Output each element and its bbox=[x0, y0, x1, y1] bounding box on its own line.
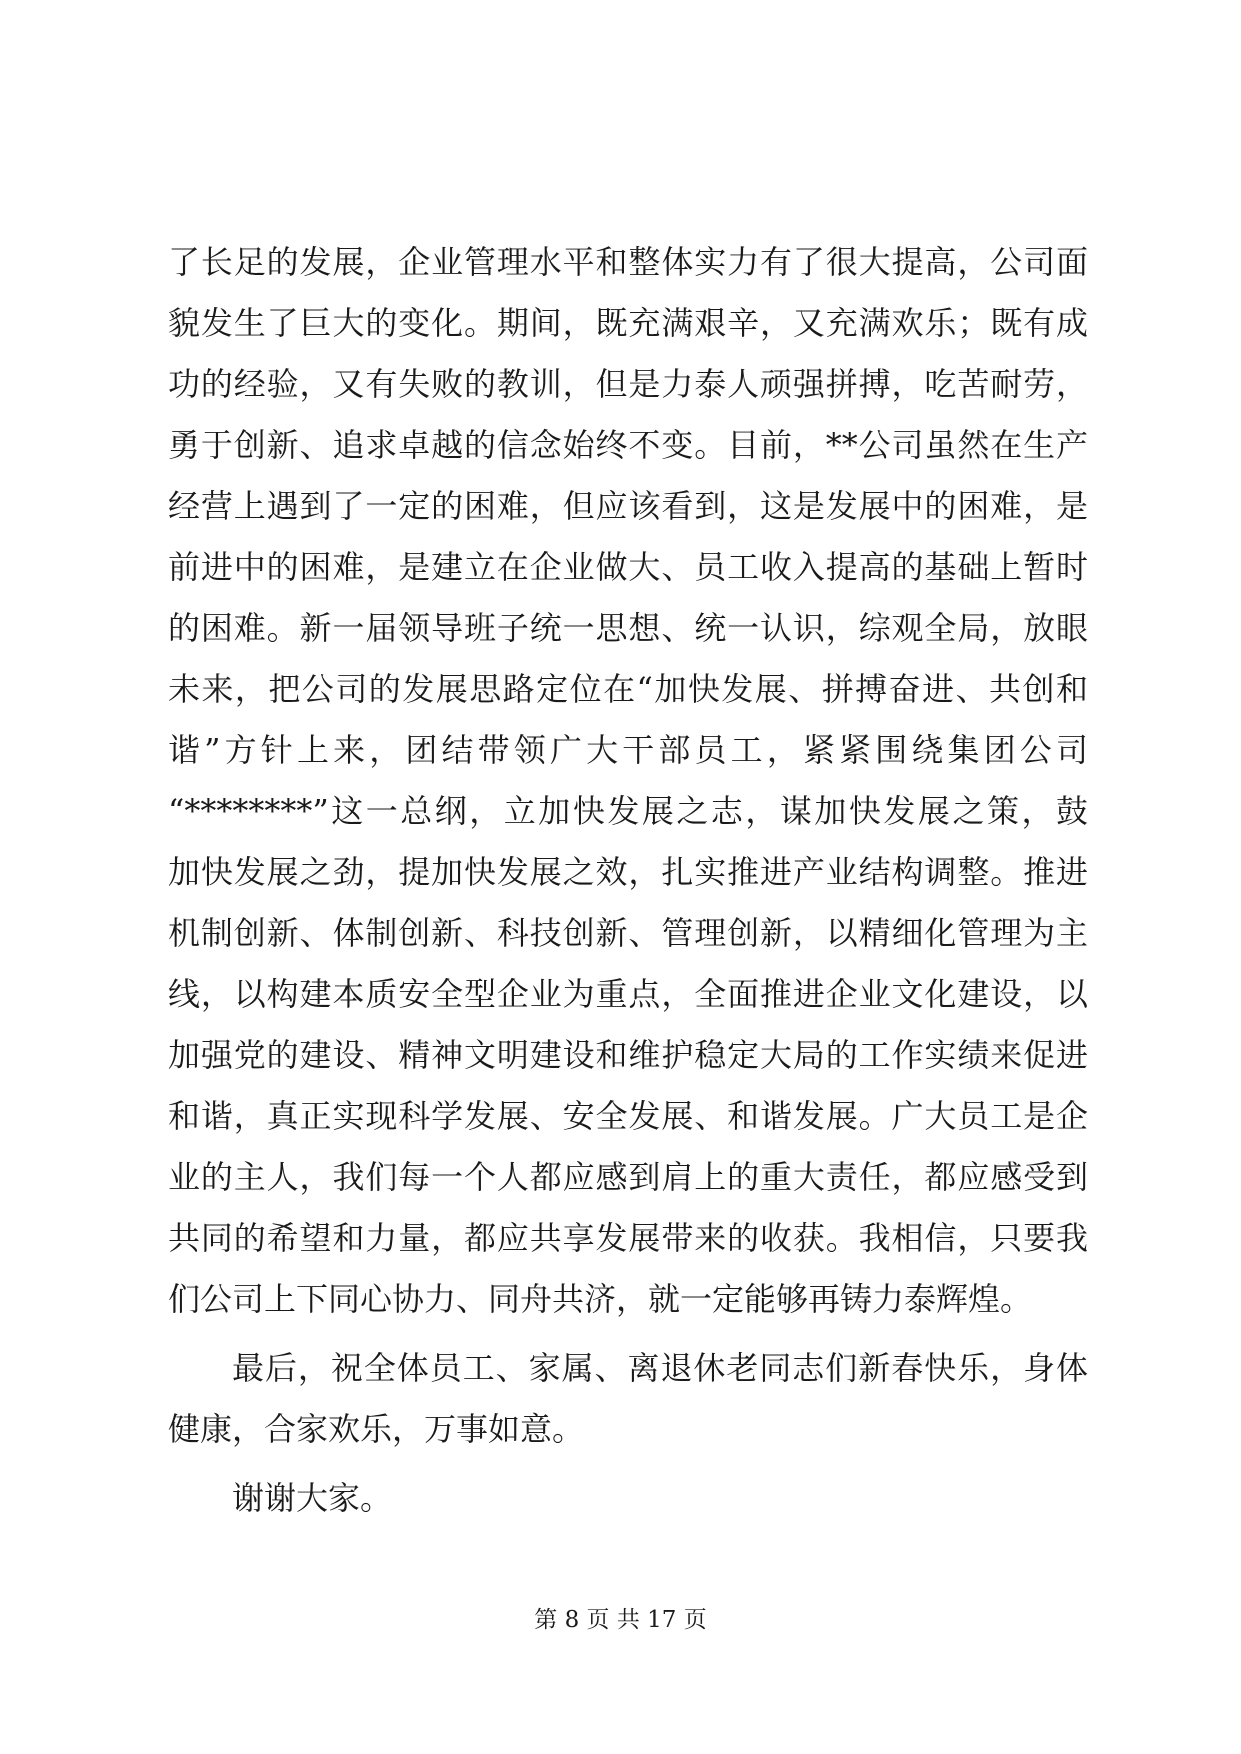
text-line: 貌发生了巨大的变化。期间，既充满艰辛，又充满欢乐；既有成 bbox=[168, 304, 1088, 342]
text-line: 了长足的发展，企业管理水平和整体实力有了很大提高，公司面 bbox=[168, 243, 1088, 281]
text-line: 经营上遇到了一定的困难，但应该看到，这是发展中的困难，是 bbox=[168, 487, 1088, 525]
text-line: 加强党的建设、精神文明建设和维护稳定大局的工作实绩来促进 bbox=[168, 1036, 1088, 1074]
text-line: 加快发展之劲，提加快发展之效，扎实推进产业结构调整。推进 bbox=[168, 853, 1088, 891]
text-line: “********”这一总纲，立加快发展之志，谋加快发展之策，鼓 bbox=[168, 792, 1088, 830]
paragraph-3 bbox=[168, 1468, 1088, 1529]
text-line: 机制创新、体制创新、科技创新、管理创新，以精细化管理为主 bbox=[168, 914, 1088, 952]
text-line: 最后，祝全体员工、家属、离退休老同志们新春快乐，身体 bbox=[232, 1349, 1088, 1387]
paragraph-gap bbox=[168, 1460, 1088, 1468]
text-line: 线，以构建本质安全型企业为重点，全面推进企业文化建设，以 bbox=[168, 975, 1088, 1013]
paragraph-2 bbox=[168, 1338, 1088, 1460]
document-body bbox=[168, 232, 1088, 1529]
text-line: 未来，把公司的发展思路定位在“加快发展、拼搏奋进、共创和 bbox=[168, 670, 1088, 708]
text-line: 谐”方针上来，团结带领广大干部员工，紧紧围绕集团公司 bbox=[168, 731, 1088, 769]
text-line: 和谐，真正实现科学发展、安全发展、和谐发展。广大员工是企 bbox=[168, 1097, 1088, 1135]
text-line: 前进中的困难，是建立在企业做大、员工收入提高的基础上暂时 bbox=[168, 548, 1088, 586]
paragraph-gap bbox=[168, 1330, 1088, 1338]
text-line: 功的经验，又有失败的教训，但是力泰人顽强拼搏，吃苦耐劳， bbox=[168, 365, 1088, 403]
paragraph-1 bbox=[168, 232, 1088, 1330]
page-number-footer: 第 8 页 共 17 页 bbox=[534, 1607, 707, 1633]
text-line: 业的主人，我们每一个人都应感到肩上的重大责任，都应感受到 bbox=[168, 1158, 1088, 1196]
text-line: 们公司上下同心协力、同舟共济，就一定能够再铸力泰辉煌。 bbox=[168, 1280, 1033, 1318]
text-line: 谢谢大家。 bbox=[232, 1479, 393, 1517]
text-line: 的困难。新一届领导班子统一思想、统一认识，综观全局，放眼 bbox=[168, 609, 1088, 647]
text-line: 共同的希望和力量，都应共享发展带来的收获。我相信，只要我 bbox=[168, 1219, 1088, 1257]
text-line: 勇于创新、追求卓越的信念始终不变。目前，**公司虽然在生产 bbox=[168, 426, 1088, 464]
text-line: 健康，合家欢乐，万事如意。 bbox=[168, 1410, 585, 1448]
